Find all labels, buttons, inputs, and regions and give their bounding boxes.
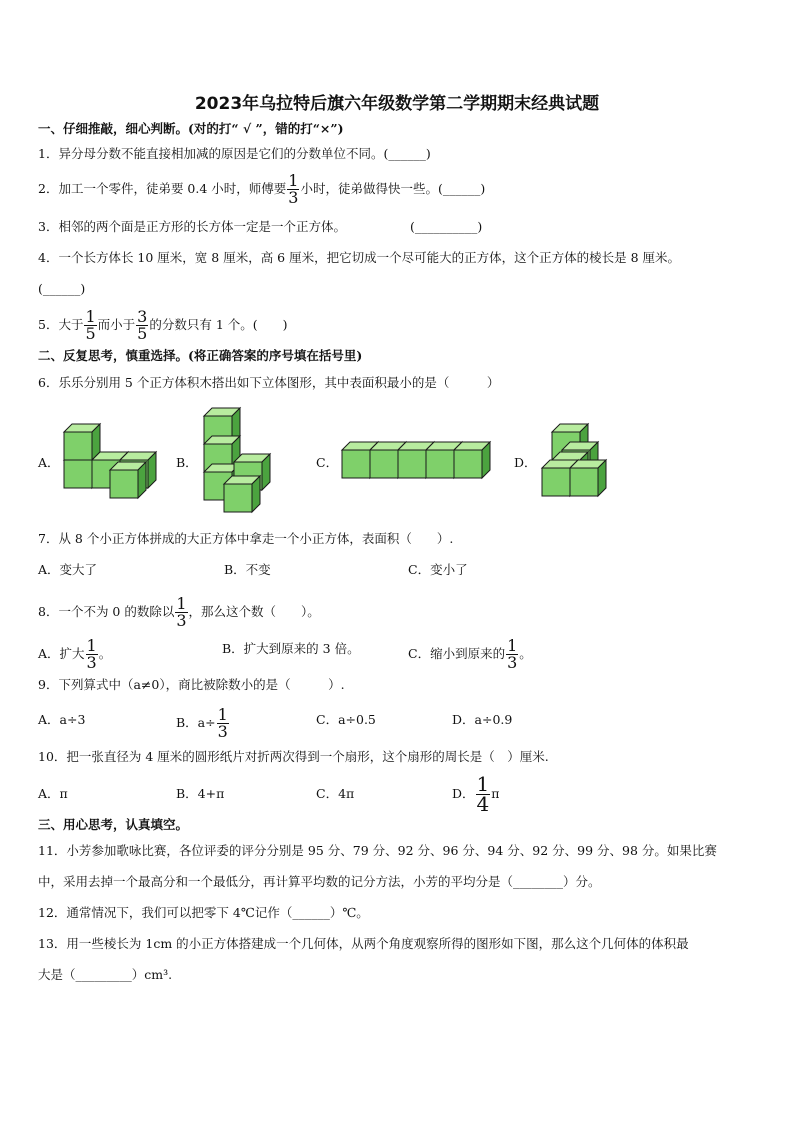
q7-option-c: C．变小了 <box>408 562 468 577</box>
q9-option-a: A．a÷3 <box>38 712 86 727</box>
question-11-line-2: 中，采用去掉一个最高分和一个最低分，再计算平均数的记分方法，小芳的平均分是（________）分。 <box>38 874 601 889</box>
q9-option-d: D．a÷0.9 <box>452 712 513 727</box>
cube <box>224 476 260 512</box>
q6-figure-c <box>338 436 498 484</box>
q10-option-a: A．π <box>38 786 68 801</box>
question-11-line-1: 11．小芳参加歌咏比赛，各位评委的评分分别是 95 分、79 分、92 分、96 分、94 分、92 分、99 分、98 分。如果比赛 <box>38 843 717 858</box>
question-8: 8．一个不为 0 的数除以 $\frac{1}{3}$ ，那么这个数（ ）。 <box>38 594 320 630</box>
question-6: 6．乐乐分别用 5 个正方体积木搭出如下立体图形，其中表面积最小的是（ ） <box>38 375 500 390</box>
q3-blank: (__________) <box>409 219 483 234</box>
q10-option-b: B．4+π <box>176 786 225 801</box>
question-4: 4．一个长方体长 10 厘米，宽 8 厘米，高 6 厘米，把它切成一个尽可能大的正方体，这个正方体的棱长是 8 厘米。 <box>38 250 681 265</box>
q7-option-a: A．变大了 <box>38 562 98 577</box>
question-12: 12．通常情况下，我们可以把零下 4℃记作（______）℃。 <box>38 905 369 920</box>
q9-option-c: C．a÷0.5 <box>316 712 376 727</box>
section-1-heading: 一、仔细推敲，细心判断。(对的打“ √ ”，错的打“×”) <box>38 121 344 136</box>
q8-fraction: $\frac{1}{3}$ <box>176 594 187 630</box>
section-3-heading: 三、用心思考，认真填空。 <box>38 817 189 832</box>
question-5: 5．大于 $\frac{1}{5}$ 而小于 $\frac{3}{5}$ 的分数只有 1 个。( ) <box>38 307 288 343</box>
q10-option-c: C．4π <box>316 786 355 801</box>
q6-figure-b <box>198 402 278 524</box>
page-title: 2023年乌拉特后旗六年级数学第二学期期末经典试题 <box>194 94 600 114</box>
section-2-heading: 二、反复思考，慎重选择。(将正确答案的序号填在括号里) <box>38 348 363 363</box>
q10-option-d: D． $\frac{1}{4}$ π <box>452 772 500 816</box>
question-3: 3．相邻的两个面是正方形的长方体一定是一个正方体。 (__________) <box>38 219 483 234</box>
cube <box>110 462 146 498</box>
q4-blank: (______) <box>38 281 86 296</box>
q2-text-before: 2．加工一个零件，徒弟要 0.4 小时，师傅要 <box>38 181 287 196</box>
question-1: 1．异分母分数不能直接相加减的原因是它们的分数单位不同。(______) <box>38 146 431 161</box>
question-2 <box>38 173 485 206</box>
q8-option-b: B．扩大到原来的 3 倍。 <box>222 641 360 656</box>
q8-option-a: A．扩大 $\frac{1}{3}$ 。 <box>38 636 112 672</box>
q6-label-b: B． <box>176 455 198 470</box>
q9-option-b: B．a÷ $\frac{1}{3}$ <box>176 705 228 741</box>
cube <box>570 460 606 496</box>
cube <box>64 424 100 460</box>
question-13-line-1: 13．用一些棱长为 1cm 的小正方体搭建成一个几何体，从两个角度观察所得的图形如下图，那么这个几何体的体积最 <box>38 936 689 951</box>
q6-figure-a <box>58 418 162 502</box>
question-7: 7．从 8 个小正方体拼成的大正方体中拿走一个小正方体，表面积（ ）. <box>38 531 454 546</box>
question-10: 10．把一张直径为 4 厘米的圆形纸片对折两次得到一个扇形，这个扇形的周长是（ ）厘米. <box>38 749 549 764</box>
question-9: 9．下列算式中（a≠0），商比被除数小的是（ ）. <box>38 677 345 692</box>
q6-label-d: D． <box>514 455 537 470</box>
cube <box>454 442 490 478</box>
q8-option-c: C．缩小到原来的 $\frac{1}{3}$ 。 <box>408 636 532 672</box>
q2-fraction: $\frac{1}{3}$ <box>288 171 299 207</box>
q6-figure-d <box>536 418 618 502</box>
question-13-line-2: 大是（_________）cm³. <box>38 967 173 982</box>
q2-text-after: 小时，徒弟做得快一些。(______) <box>300 181 486 196</box>
q6-label-c: C． <box>316 455 339 470</box>
q5-fraction-2: $\frac{3}{5}$ <box>137 307 148 343</box>
q6-label-a: A． <box>38 455 60 470</box>
q7-option-b: B．不变 <box>224 562 271 577</box>
q5-fraction-1: $\frac{1}{5}$ <box>85 307 96 343</box>
